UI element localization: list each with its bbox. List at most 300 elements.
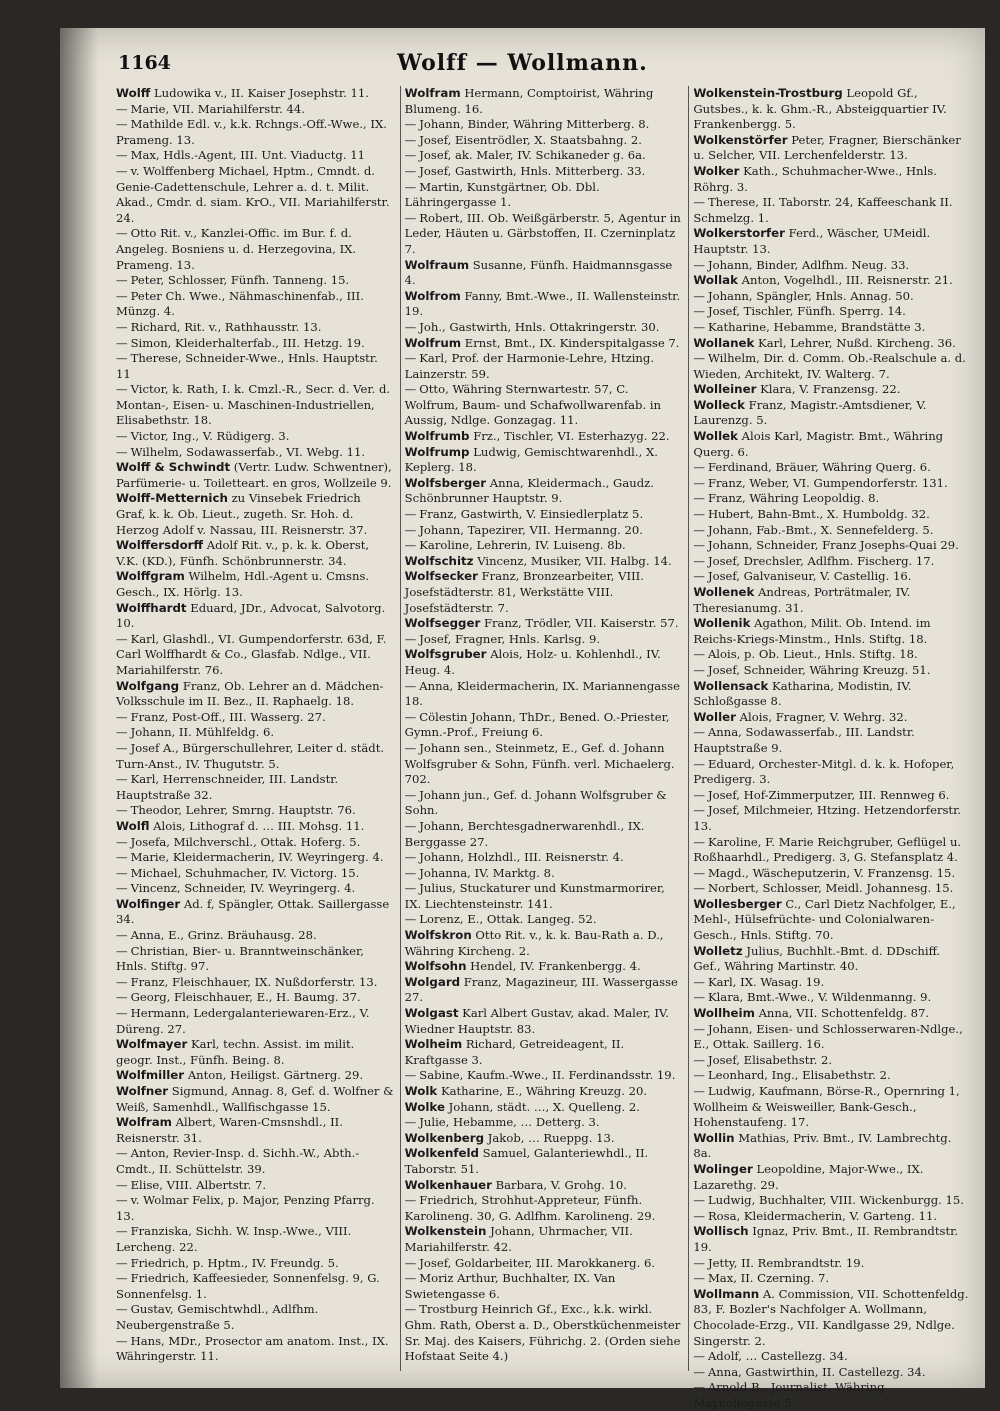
ditto-dash: — bbox=[116, 117, 128, 132]
directory-entry bbox=[116, 336, 394, 352]
entry-text: Leopold Gf., Gutsbes., k. k. Ghm.-R., Absteigquartier IV. Frankenbergg. 5. bbox=[693, 86, 947, 132]
directory-entry bbox=[116, 164, 394, 226]
entry-text: Johann, Holzhdl., III. Reisnerstr. 4. bbox=[419, 850, 624, 865]
entry-surname: Wollanek bbox=[693, 335, 755, 350]
ditto-dash: — bbox=[693, 1193, 705, 1208]
directory-entry bbox=[693, 1287, 971, 1349]
entry-text: Katharine, E., Währing Kreuzg. 20. bbox=[440, 1084, 648, 1098]
entry-text: Karl, IX. Wasag. 19. bbox=[707, 974, 825, 989]
directory-entry bbox=[116, 679, 394, 710]
entry-text: Max, Hdls.-Agent, III. Unt. Viaductg. 11 bbox=[130, 148, 365, 163]
ditto-dash: — bbox=[693, 647, 705, 662]
directory-entry bbox=[116, 866, 394, 882]
ditto-dash: — bbox=[693, 288, 705, 303]
ditto-dash: — bbox=[693, 990, 705, 1005]
entry-surname: Wolfrum bbox=[404, 335, 462, 350]
entry-surname: Wolkenberg bbox=[404, 1130, 485, 1145]
ditto-dash: — bbox=[693, 1255, 705, 1270]
column-left bbox=[116, 86, 394, 1371]
directory-entry bbox=[693, 351, 971, 382]
directory-entry bbox=[116, 1037, 394, 1068]
entry-surname: Wolffersdorff bbox=[116, 538, 204, 553]
directory-entry bbox=[693, 1224, 971, 1255]
directory-entry bbox=[693, 1256, 971, 1272]
entry-text: Josefa, Milchverschl., Ottak. Hoferg. 5. bbox=[130, 834, 361, 849]
ditto-dash: — bbox=[116, 725, 128, 740]
directory-entry bbox=[693, 866, 971, 882]
entry-text: Vincenz, Schneider, IV. Weyringerg. 4. bbox=[130, 881, 356, 896]
directory-entry bbox=[693, 1006, 971, 1022]
entry-text: Richard, Getreideagent, II. Kraftgasse 3. bbox=[404, 1037, 625, 1067]
column-middle bbox=[400, 86, 683, 1371]
directory-entry bbox=[693, 757, 971, 788]
entry-surname: Wolfsecker bbox=[404, 569, 478, 584]
entry-text: Karl, techn. Assist. im milit. geogr. Inst., Fünfh. Being. 8. bbox=[116, 1037, 355, 1067]
directory-entry bbox=[405, 148, 683, 164]
directory-entry bbox=[693, 1365, 971, 1381]
directory-entry bbox=[405, 975, 683, 1006]
entry-text: Franz, Post-Off., III. Wasserg. 27. bbox=[130, 709, 326, 724]
ditto-dash: — bbox=[404, 881, 417, 896]
entry-text: Franz, Währing Leopoldig. 8. bbox=[707, 491, 880, 506]
directory-entry bbox=[116, 819, 394, 835]
ditto-dash: — bbox=[693, 1271, 705, 1286]
entry-text: Hubert, Bahn-Bmt., X. Humboldg. 32. bbox=[707, 507, 930, 522]
directory-entry bbox=[405, 1100, 683, 1116]
entry-text: Otto Rit. v., k. k. Bau-Rath a. D., Währing Kircheng. 2. bbox=[404, 928, 664, 958]
directory-entry bbox=[405, 1271, 683, 1302]
entry-text: Martin, Kunstgärtner, Ob. Dbl. Lähringergasse 1. bbox=[404, 179, 600, 210]
directory-entry bbox=[693, 398, 971, 429]
entry-text: Josef, Goldarbeiter, III. Marokkanerg. 6. bbox=[419, 1255, 656, 1270]
ditto-dash: — bbox=[404, 1271, 417, 1286]
ditto-dash: — bbox=[116, 772, 128, 787]
directory-entry bbox=[116, 897, 394, 928]
entry-text: Friedrich, Kaffeesieder, Sonnenfelsg. 9, G. Sonnenfelsg. 1. bbox=[116, 1271, 380, 1301]
ditto-dash: — bbox=[404, 912, 417, 927]
directory-entry bbox=[405, 1006, 683, 1037]
ditto-dash: — bbox=[116, 335, 128, 350]
directory-entry bbox=[693, 554, 971, 570]
entry-text: Fanny, Bmt.-Wwe., II. Wallensteinstr. 19. bbox=[404, 288, 681, 319]
entry-text: Franz, Weber, VI. Gumpendorferstr. 131. bbox=[707, 475, 948, 490]
entry-text: Karoline, F. Marie Reichgruber, Geflügel u. Roßhaarhdl., Predigerg. 3, G. Stefansplatz 4. bbox=[693, 834, 962, 865]
directory-entry bbox=[116, 1178, 394, 1194]
directory-entry bbox=[116, 1193, 394, 1224]
ditto-dash: — bbox=[116, 444, 128, 459]
directory-entry bbox=[116, 975, 394, 991]
directory-entry bbox=[693, 1271, 971, 1287]
directory-entry bbox=[693, 710, 971, 726]
directory-entry bbox=[693, 975, 971, 991]
entry-surname: Wollenik bbox=[693, 616, 751, 631]
directory-entry bbox=[116, 601, 394, 632]
entry-text: zu Vinsebek Friedrich Graf, k. k. Ob. Lieut., zugeth. Sr. Hoh. d. Herzog Adolf v. Nassau, III. Reisnerstr. 37. bbox=[116, 491, 368, 537]
entry-surname: Wolfrump bbox=[404, 444, 470, 459]
ditto-dash: — bbox=[693, 1052, 705, 1067]
directory-entry bbox=[405, 1256, 683, 1272]
entry-surname: Wolkenstein-Trostburg bbox=[693, 86, 843, 100]
ditto-dash: — bbox=[404, 117, 417, 132]
entry-text: Ferdinand, Bräuer, Währing Querg. 6. bbox=[707, 460, 931, 475]
entry-text: Josef, Gastwirth, Hnls. Mitterberg. 33. bbox=[419, 163, 646, 178]
entry-surname: Wolfschitz bbox=[404, 553, 474, 568]
entry-text: v. Wolmar Felix, p. Major, Penzing Pfarrg. 13. bbox=[116, 1193, 375, 1223]
ditto-dash: — bbox=[116, 1333, 128, 1348]
ditto-dash: — bbox=[693, 319, 705, 334]
entry-text: Victor, Ing., V. Rüdigerg. 3. bbox=[130, 429, 290, 444]
entry-surname: Wolleiner bbox=[693, 382, 757, 397]
ditto-dash: — bbox=[693, 522, 705, 537]
entry-text: Jetty, II. Rembrandtstr. 19. bbox=[707, 1255, 865, 1270]
directory-entry bbox=[405, 1131, 683, 1147]
directory-entry bbox=[693, 164, 971, 195]
directory-entry bbox=[116, 632, 394, 679]
ditto-dash: — bbox=[116, 351, 128, 366]
directory-entry bbox=[116, 710, 394, 726]
entry-text: Norbert, Schlosser, Meidl. Johannesg. 15. bbox=[707, 881, 954, 896]
ditto-dash: — bbox=[693, 538, 705, 553]
entry-surname: Wolffhardt bbox=[116, 600, 187, 615]
directory-entry bbox=[405, 788, 683, 819]
entry-text: Johann sen., Steinmetz, E., Gef. d. Johann Wolfsgruber & Sohn, Fünfh. verl. Michaelerg. 702. bbox=[404, 740, 675, 787]
entry-text: Alois, p. Ob. Lieut., Hnls. Stiftg. 18. bbox=[707, 647, 918, 662]
directory-entry bbox=[693, 788, 971, 804]
entry-text: Klara, Bmt.-Wwe., V. Wildenmanng. 9. bbox=[707, 990, 932, 1005]
entry-surname: Wolker bbox=[693, 163, 740, 178]
entry-text: v. Wolffenberg Michael, Hptm., Cmndt. d. Genie-Cadettenschule, Lehrer a. d. t. Milit. Akad., Cmdr. d. siam. KrO., VII. Mariahilferstr. 24. bbox=[116, 163, 390, 225]
ditto-dash: — bbox=[116, 1193, 128, 1208]
directory-entry bbox=[693, 897, 971, 944]
entry-text: Hermann, Comptoirist, Währing Blumeng. 16. bbox=[404, 86, 654, 116]
entry-text: Georg, Fleischhauer, E., H. Baumg. 37. bbox=[130, 990, 361, 1005]
ditto-dash: — bbox=[404, 522, 417, 537]
entry-text: Anna, VII. Schottenfeldg. 87. bbox=[758, 1006, 930, 1021]
directory-entry bbox=[116, 1302, 394, 1333]
ditto-dash: — bbox=[693, 553, 705, 568]
ditto-dash: — bbox=[116, 943, 128, 958]
directory-entry bbox=[116, 445, 394, 461]
entry-surname: Wolff bbox=[116, 86, 151, 100]
directory-entry bbox=[405, 1146, 683, 1177]
entry-surname: Wolff & Schwindt bbox=[116, 460, 231, 475]
entry-text: Franz, Magistr.-Amtsdiener, V. Laurenzg. 5. bbox=[693, 397, 927, 428]
ditto-dash: — bbox=[404, 163, 417, 178]
entry-surname: Wolfinger bbox=[116, 896, 181, 911]
directory-entry bbox=[405, 850, 683, 866]
ditto-dash: — bbox=[116, 101, 128, 116]
entry-text: Eduard, Orchester-Mitgl. d. k. k. Hofoper, Predigerg. 3. bbox=[693, 756, 955, 787]
directory-entry bbox=[116, 538, 394, 569]
entry-columns bbox=[116, 86, 971, 1410]
entry-text: Alois, Holz- u. Kohlenhdl., IV. Heug. 4. bbox=[404, 647, 661, 677]
directory-entry bbox=[116, 1084, 394, 1115]
directory-entry bbox=[116, 117, 394, 148]
directory-entry bbox=[116, 460, 394, 491]
ditto-dash: — bbox=[693, 1349, 705, 1364]
ditto-dash: — bbox=[404, 132, 417, 147]
ditto-dash: — bbox=[693, 662, 705, 677]
entry-text: Julius, Buchhlt.-Bmt. d. DDschiff. Gef., Währing Martinstr. 40. bbox=[693, 943, 941, 974]
ditto-dash: — bbox=[404, 740, 417, 755]
entry-text: Magd., Wäscheputzerin, V. Franzensg. 15. bbox=[707, 865, 956, 880]
entry-text: Julie, Hebamme, … Detterg. 3. bbox=[419, 1115, 600, 1130]
running-head: Wolff — Wollmann. bbox=[397, 50, 648, 76]
directory-entry bbox=[693, 538, 971, 554]
entry-text: Anna, Sodawasserfab., III. Landstr. Hauptstraße 9. bbox=[693, 725, 915, 755]
ditto-dash: — bbox=[116, 881, 128, 896]
entry-text: Ignaz, Priv. Bmt., II. Rembrandtstr. 19. bbox=[693, 1224, 959, 1254]
entry-text: Hendel, IV. Frankenbergg. 4. bbox=[470, 959, 641, 974]
ditto-dash: — bbox=[693, 1208, 705, 1223]
directory-entry bbox=[116, 382, 394, 429]
entry-text: Andreas, Porträtmaler, IV. Theresianumg. 31. bbox=[693, 585, 911, 615]
directory-entry bbox=[693, 133, 971, 164]
entry-text: Mathias, Priv. Bmt., IV. Lambrechtg. 8a. bbox=[693, 1130, 952, 1161]
ditto-dash: — bbox=[693, 304, 705, 319]
ditto-dash: — bbox=[116, 631, 128, 646]
entry-text: Hermann, Ledergalanteriewaren-Erz., V. Düreng. 27. bbox=[116, 1006, 370, 1036]
entry-text: Ludwig, Gemischtwarenhdl., X. Keplerg. 18. bbox=[404, 444, 658, 475]
entry-surname: Wolfmayer bbox=[116, 1037, 188, 1052]
entry-text: Lorenz, E., Ottak. Langeg. 52. bbox=[419, 912, 597, 927]
entry-text: Katharina, Modistin, IV. Schloßgasse 8. bbox=[693, 678, 912, 709]
entry-text: Adolf, … Castellezg. 34. bbox=[707, 1349, 848, 1364]
entry-text: Johann, Fab.-Bmt., X. Sennefelderg. 5. bbox=[707, 522, 934, 537]
ditto-dash: — bbox=[404, 818, 417, 833]
directory-entry bbox=[116, 1146, 394, 1177]
ditto-dash: — bbox=[693, 787, 705, 802]
directory-entry bbox=[693, 476, 971, 492]
directory-entry bbox=[116, 429, 394, 445]
entry-text: Peter Ch. Wwe., Nähmaschinenfab., III. Münzg. 4. bbox=[116, 288, 364, 319]
entry-text: Franz, Bronzearbeiter, VIII. Josefstädterstr. 81, Werkstätte VIII. Josefstädterstr. 7. bbox=[404, 569, 644, 615]
directory-entry bbox=[116, 1224, 394, 1255]
entry-text: Theodor, Lehrer, Smrng. Hauptstr. 76. bbox=[130, 803, 356, 818]
entry-text: Franziska, Sichh. W. Insp.-Wwe., VIII. Lercheng. 22. bbox=[116, 1224, 352, 1254]
directory-entry bbox=[405, 1193, 683, 1224]
directory-entry bbox=[116, 320, 394, 336]
entry-text: Peter, Schlosser, Fünfh. Tanneng. 15. bbox=[130, 273, 350, 288]
directory-entry bbox=[405, 133, 683, 149]
entry-text: Franz, Gastwirth, V. Einsiedlerplatz 5. bbox=[419, 507, 644, 522]
directory-entry bbox=[116, 835, 394, 851]
directory-entry bbox=[116, 1256, 394, 1272]
entry-text: Katharine, Hebamme, Brandstätte 3. bbox=[707, 319, 926, 334]
entry-text: C., Carl Dietz Nachfolger, E., Mehl-, Hülsefrüchte- und Colonialwaren-Gesch., Hnls. Stiftg. 70. bbox=[693, 896, 956, 943]
ditto-dash: — bbox=[116, 1224, 128, 1239]
entry-surname: Wolfmiller bbox=[116, 1068, 185, 1083]
entry-text: Albert, Waren-Cmsnshdl., II. Reisnerstr. 31. bbox=[116, 1115, 343, 1145]
entry-surname: Wolfgang bbox=[116, 678, 180, 693]
entry-surname: Woller bbox=[693, 709, 736, 724]
directory-entry bbox=[405, 164, 683, 180]
directory-entry bbox=[116, 226, 394, 273]
entry-text: Therese, II. Taborstr. 24, Kaffeeschank II. Schmelzg. 1. bbox=[693, 195, 953, 225]
directory-entry bbox=[693, 1084, 971, 1131]
directory-entry bbox=[405, 382, 683, 429]
directory-entry bbox=[116, 273, 394, 289]
entry-text: Ferd., Wäscher, UMeidl. Hauptstr. 13. bbox=[693, 226, 931, 256]
ditto-dash: — bbox=[693, 351, 705, 366]
entry-text: Christian, Bier- u. Branntweinschänker, Hnls. Stiftg. 97. bbox=[116, 943, 364, 974]
directory-entry bbox=[693, 336, 971, 352]
entry-surname: Wolfsohn bbox=[404, 959, 467, 974]
directory-entry bbox=[693, 1209, 971, 1225]
entry-surname: Wollin bbox=[693, 1130, 735, 1145]
directory-entry bbox=[405, 632, 683, 648]
page-number: 1164 bbox=[118, 52, 171, 74]
directory-entry bbox=[405, 117, 683, 133]
directory-entry bbox=[405, 320, 683, 336]
directory-entry bbox=[116, 928, 394, 944]
directory-entry bbox=[405, 258, 683, 289]
ditto-dash: — bbox=[404, 678, 417, 693]
directory-entry bbox=[405, 507, 683, 523]
directory-entry bbox=[693, 835, 971, 866]
directory-entry bbox=[405, 866, 683, 882]
directory-entry bbox=[693, 289, 971, 305]
directory-entry bbox=[405, 289, 683, 320]
directory-entry bbox=[693, 944, 971, 975]
directory-entry bbox=[693, 1022, 971, 1053]
directory-entry bbox=[116, 881, 394, 897]
entry-text: Hans, MDr., Prosector am anatom. Inst., IX. Währingerstr. 11. bbox=[116, 1333, 389, 1364]
directory-entry bbox=[116, 741, 394, 772]
entry-surname: Wolkenstörfer bbox=[693, 132, 788, 147]
entry-text: Joh., Gastwirth, Hnls. Ottakringerstr. 30. bbox=[419, 319, 660, 334]
entry-surname: Wolfl bbox=[116, 818, 150, 833]
entry-surname: Wollenek bbox=[693, 585, 755, 599]
entry-text: Leopoldine, Major-Wwe., IX. Lazarethg. 29. bbox=[693, 1161, 924, 1192]
entry-text: Franz, Fleischhauer, IX. Nußdorferstr. 13. bbox=[130, 974, 378, 989]
entry-surname: Wollesberger bbox=[693, 896, 782, 911]
entry-surname: Wolletz bbox=[693, 943, 743, 958]
entry-text: Wilhelm, Sodawasserfab., VI. Webg. 11. bbox=[130, 444, 366, 459]
entry-text: Karl, Prof. der Harmonie-Lehre, Htzing. Lainzerstr. 59. bbox=[404, 351, 654, 381]
ditto-dash: — bbox=[693, 725, 705, 740]
entry-text: Samuel, Galanteriewhdl., II. Taborstr. 51. bbox=[404, 1146, 649, 1176]
entry-text: Franz, Trödler, VII. Kaiserstr. 57. bbox=[483, 616, 679, 631]
binding-shadow bbox=[60, 28, 98, 1388]
directory-entry bbox=[693, 382, 971, 398]
entry-text: Frz., Tischler, VI. Esterhazyg. 22. bbox=[473, 429, 670, 444]
ditto-dash: — bbox=[693, 1068, 705, 1083]
ditto-dash: — bbox=[693, 1364, 705, 1379]
entry-text: Josef, Hof-Zimmerputzer, III. Rennweg 6. bbox=[707, 787, 950, 802]
entry-text: Kath., Schuhmacher-Wwe., Hnls. Röhrg. 3. bbox=[693, 163, 937, 194]
directory-entry bbox=[693, 881, 971, 897]
entry-text: Anna, Gastwirthin, II. Castellezg. 34. bbox=[707, 1364, 926, 1379]
directory-entry bbox=[116, 1115, 394, 1146]
ditto-dash: — bbox=[404, 507, 417, 522]
entry-text: Franz, Ob. Lehrer an d. Mädchen-Volksschule im II. Bez., II. Raphaelg. 18. bbox=[116, 678, 384, 709]
column-right bbox=[688, 86, 971, 1410]
ditto-dash: — bbox=[693, 865, 705, 880]
entry-text: Jakob, … Rueppg. 13. bbox=[487, 1130, 615, 1145]
entry-text: Josef, Drechsler, Adlfhm. Fischerg. 17. bbox=[707, 553, 935, 568]
entry-surname: Wolfner bbox=[116, 1084, 169, 1098]
ditto-dash: — bbox=[693, 974, 705, 989]
directory-entry bbox=[116, 491, 394, 538]
directory-entry bbox=[405, 959, 683, 975]
ditto-dash: — bbox=[404, 850, 417, 865]
directory-entry bbox=[116, 148, 394, 164]
ditto-dash: — bbox=[116, 288, 128, 303]
ditto-dash: — bbox=[116, 319, 128, 334]
directory-entry bbox=[405, 928, 683, 959]
entry-text: Max, II. Czerning. 7. bbox=[707, 1271, 830, 1286]
directory-entry bbox=[693, 1349, 971, 1365]
entry-text: Anna, E., Grinz. Bräuhausg. 28. bbox=[130, 928, 317, 943]
ditto-dash: — bbox=[693, 803, 705, 818]
entry-text: Vincenz, Musiker, VII. Halbg. 14. bbox=[477, 553, 672, 568]
directory-entry bbox=[693, 258, 971, 274]
entry-text: Anna, Kleidermacherin, IX. Mariannengasse 18. bbox=[404, 678, 680, 709]
entry-text: Johann, Spängler, Hnls. Annag. 50. bbox=[707, 288, 914, 303]
ditto-dash: — bbox=[116, 803, 128, 818]
directory-entry bbox=[693, 803, 971, 834]
directory-entry bbox=[405, 538, 683, 554]
ditto-dash: — bbox=[404, 709, 417, 724]
entry-surname: Wollek bbox=[693, 429, 738, 444]
directory-entry bbox=[405, 351, 683, 382]
ditto-dash: — bbox=[693, 1380, 705, 1395]
entry-text: Otto Rit. v., Kanzlei-Offic. im Bur. f. d. Angeleg. Bosniens u. d. Herzegovina, IX. Prameng. 13. bbox=[116, 226, 357, 272]
ditto-dash: — bbox=[116, 1255, 128, 1270]
entry-text: Johann, Binder, Adlfhm. Neug. 33. bbox=[707, 257, 910, 272]
directory-entry bbox=[116, 1006, 394, 1037]
ditto-dash: — bbox=[404, 865, 417, 880]
directory-entry bbox=[693, 320, 971, 336]
directory-entry bbox=[116, 1068, 394, 1084]
entry-text: Sabine, Kaufm.-Wwe., II. Ferdinandsstr. 19. bbox=[419, 1068, 676, 1083]
ditto-dash: — bbox=[116, 1006, 128, 1021]
ditto-dash: — bbox=[116, 709, 128, 724]
entry-text: Friedrich, p. Hptm., IV. Freundg. 5. bbox=[130, 1255, 339, 1270]
ditto-dash: — bbox=[116, 273, 128, 288]
entry-text: Adolf Rit. v., p. k. k. Oberst, V.K. (KD.), Fünfh. Schönbrunnerstr. 34. bbox=[116, 538, 370, 568]
entry-text: Arnold B., Journalist, Währing Maynollogasse 5. bbox=[693, 1380, 885, 1410]
entry-text: Richard, Rit. v., Rathhausstr. 13. bbox=[130, 319, 322, 334]
directory-entry bbox=[693, 1162, 971, 1193]
entry-text: Josef, Galvaniseur, V. Castellig. 16. bbox=[707, 569, 912, 584]
ditto-dash: — bbox=[116, 148, 128, 163]
entry-text: Franz, Magazineur, III. Wassergasse 27. bbox=[404, 974, 678, 1005]
ditto-dash: — bbox=[404, 1193, 417, 1208]
directory-entry bbox=[405, 1068, 683, 1084]
entry-text: Marie, Kleidermacherin, IV. Weyringerg. 4. bbox=[130, 850, 384, 865]
entry-text: Ludowika v., II. Kaiser Josephstr. 11. bbox=[153, 86, 369, 100]
directory-entry bbox=[116, 850, 394, 866]
entry-text: Johann jun., Gef. d. Johann Wolfsgruber & Sohn. bbox=[404, 787, 667, 818]
entry-surname: Wolff-Metternich bbox=[116, 491, 228, 506]
entry-text: Moriz Arthur, Buchhalter, IX. Van Swietengasse 6. bbox=[404, 1271, 616, 1301]
directory-entry bbox=[405, 679, 683, 710]
directory-entry bbox=[693, 725, 971, 756]
ditto-dash: — bbox=[116, 1177, 128, 1192]
ditto-dash: — bbox=[404, 787, 417, 802]
directory-entry bbox=[693, 195, 971, 226]
entry-text: Peter, Fragner, Bierschänker u. Selcher, VII. Lerchenfelderstr. 13. bbox=[693, 132, 961, 163]
directory-entry bbox=[405, 569, 683, 616]
entry-text: Anton, Vogelhdl., III. Reisnerstr. 21. bbox=[741, 273, 953, 288]
entry-text: Johann, städt. …, X. Quelleng. 2. bbox=[448, 1099, 640, 1114]
entry-text: Mathilde Edl. v., k.k. Rchngs.-Off.-Wwe., IX. Prameng. 13. bbox=[116, 117, 387, 147]
directory-entry bbox=[116, 86, 394, 102]
ditto-dash: — bbox=[116, 974, 128, 989]
entry-surname: Wolkenfeld bbox=[404, 1146, 479, 1161]
